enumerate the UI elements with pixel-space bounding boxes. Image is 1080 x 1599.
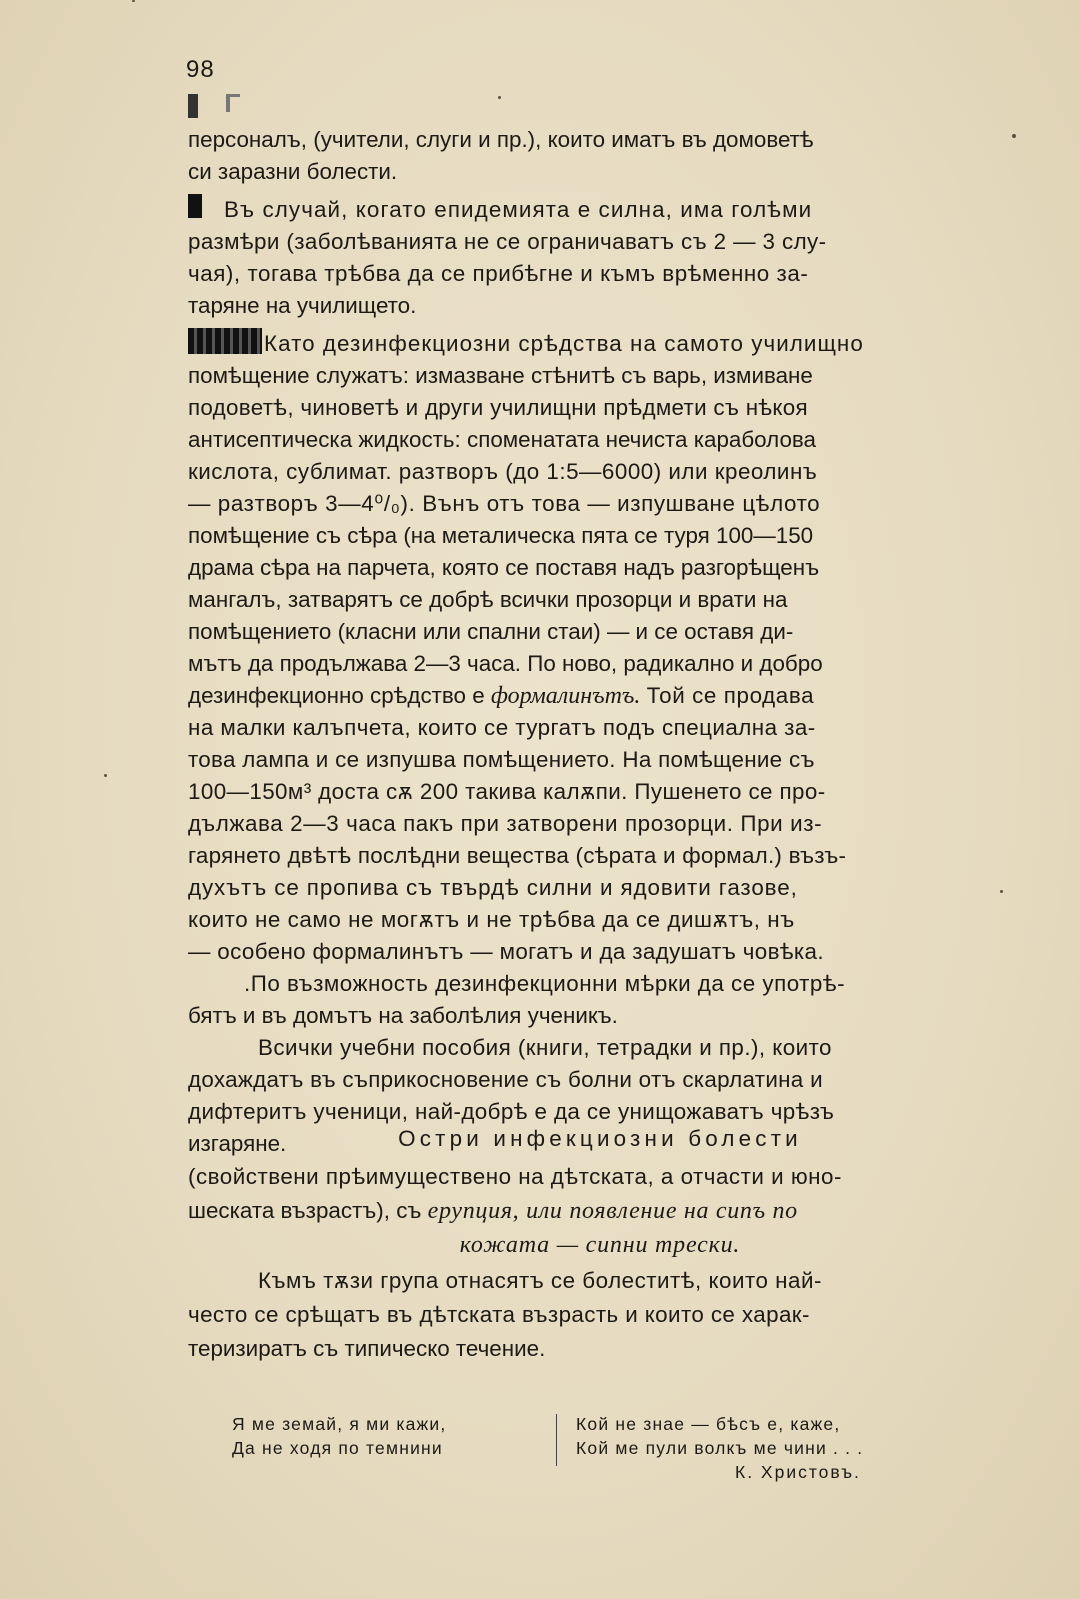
text-line: дохаждатъ въ съприкосновение съ болни отъ скарлатина и	[188, 1067, 823, 1092]
text-line: подоветѣ, чиноветѣ и други училищни прѣдмети съ нѣкоя	[188, 395, 808, 420]
text-line: персоналъ, (учители, слуги и пр.), които иматъ въ домоветѣ	[188, 127, 814, 152]
text-line: антисептическа жидкость: споменатата нечиста караболова	[188, 427, 816, 452]
subheading-line: (свойствени прѣимуществено на дѣтската, а отчасти и юно-	[188, 1164, 842, 1189]
text-line: изгаряне.	[188, 1131, 287, 1156]
poem-line: Да не ходя по темнини	[232, 1438, 443, 1458]
body-text	[188, 124, 1012, 1160]
text-line: това лампа и се изпушва помѣщението. На помѣщение съ	[188, 747, 815, 772]
text-line: размѣри (заболѣванията не се ограничаватъ съ 2 — 3 слу-	[188, 229, 827, 254]
closing-paragraph	[188, 1264, 1012, 1366]
text-line: дължава 2—3 часа пакъ при затворени прозорци. При из-	[188, 811, 823, 836]
italic-term: кожата — сипни трески.	[459, 1232, 741, 1258]
paper-speck	[1012, 134, 1016, 138]
text-line: гарянето двѣтѣ послѣдни вещества (сѣрата и формал.) възъ-	[188, 843, 847, 868]
poem-line: Кой ме пули волкъ ме чини . . .	[576, 1438, 864, 1458]
text-line: — разтворъ 3—4⁰/₀). Вънъ отъ това — изпушване цѣлото	[188, 491, 821, 516]
text-line: Къмъ тѫзи група отнасятъ се болеститѣ, които най-	[258, 1268, 822, 1293]
ink-blot-mark	[186, 90, 234, 120]
paper-speck	[498, 96, 501, 99]
text-line: драма сѣра на парчета, която се поставя надъ разгорѣщенъ	[188, 555, 820, 580]
text-line: таряне на училището.	[188, 293, 417, 318]
text-line: .По възможность дезинфекционни мѣрки да се употрѣ-	[244, 971, 846, 996]
italic-term: формалинътъ.	[490, 683, 641, 709]
text-line: дезинфекционно срѣдство е формалинътъ. Той се продава	[188, 680, 1012, 712]
text-line: кислота, сублимат. разтворъ (до 1:5—6000) или креолинъ	[188, 459, 818, 484]
text-line: духътъ се пропива съ твърдѣ силни и ядовити газове,	[188, 875, 798, 900]
poem-left-stanza	[232, 1412, 446, 1460]
paper-speck	[1000, 890, 1003, 893]
text-line: теризиратъ съ типическо течение.	[188, 1336, 546, 1361]
subheading-line	[188, 1228, 1012, 1262]
poem-author: К. Христовъ.	[735, 1462, 861, 1482]
text-line: помѣщение служатъ: измазване стѣнитѣ съ варь, измиване	[188, 363, 813, 388]
text-line: дифтеритъ ученици, най-добрѣ е да се унищожаватъ чрѣзъ	[188, 1099, 835, 1124]
subheading-line: шеската възрастъ), съ ерупция, или появление на сипъ по	[188, 1198, 798, 1224]
text-line: помѣщение съ сѣра (на металическа пята се туря 100—150	[188, 523, 814, 548]
text-line: Въ случай, когато епидемията е силна, има голѣми	[188, 194, 1012, 226]
text-line: Като дезинфекциозни срѣдства на самото училищно	[188, 328, 1012, 360]
poem-right-stanza	[576, 1412, 863, 1460]
paper-speck	[132, 0, 135, 2]
ink-blot-mark	[188, 328, 262, 354]
poem-divider	[556, 1414, 557, 1466]
text-line: Всички учебни пособия (книги, тетрадки и пр.), които	[258, 1035, 832, 1060]
ink-blot-mark	[188, 194, 202, 218]
italic-term: ерупция, или появление на сипъ по	[427, 1198, 798, 1224]
poem-line: Я ме земай, я ми кажи,	[232, 1414, 447, 1434]
text-line: помѣщението (класни или спални стаи) — и се оставя ди-	[188, 619, 794, 644]
text-line: често се срѣщатъ въ дѣтската възрасть и които се харак-	[188, 1302, 810, 1327]
page-number: 98	[186, 56, 215, 83]
text-line: — особено формалинътъ — могатъ и да задушатъ човѣка.	[188, 939, 824, 964]
text-line: мангалъ, затварятъ се добрѣ всички прозорци и врати на	[188, 587, 788, 612]
paper-speck	[104, 774, 107, 777]
section-heading: Остри инфекциозни болести	[398, 1126, 802, 1151]
text-line: на малки калъпчета, които се тургатъ подъ специална за-	[188, 715, 816, 740]
text-line: които не само не могѫтъ и не трѣбва да се дишѫтъ, нъ	[188, 907, 795, 932]
section-subheading	[188, 1160, 1012, 1262]
text-line: чая), тогава трѣбва да се прибѣгне и къмъ врѣменно за-	[188, 261, 809, 286]
text-line: мътъ да продължава 2—3 часа. По ново, радикално и добро	[188, 651, 823, 676]
text-line: бятъ и въ домътъ на заболѣлия ученикъ.	[188, 1003, 618, 1028]
poem-line: Кой не знае — бѣсъ е, каже,	[576, 1414, 841, 1434]
text-line: 100—150м³ доста сѫ 200 такива калѫпи. Пушенето се про-	[188, 779, 826, 804]
text-line: си заразни болести.	[188, 159, 398, 184]
